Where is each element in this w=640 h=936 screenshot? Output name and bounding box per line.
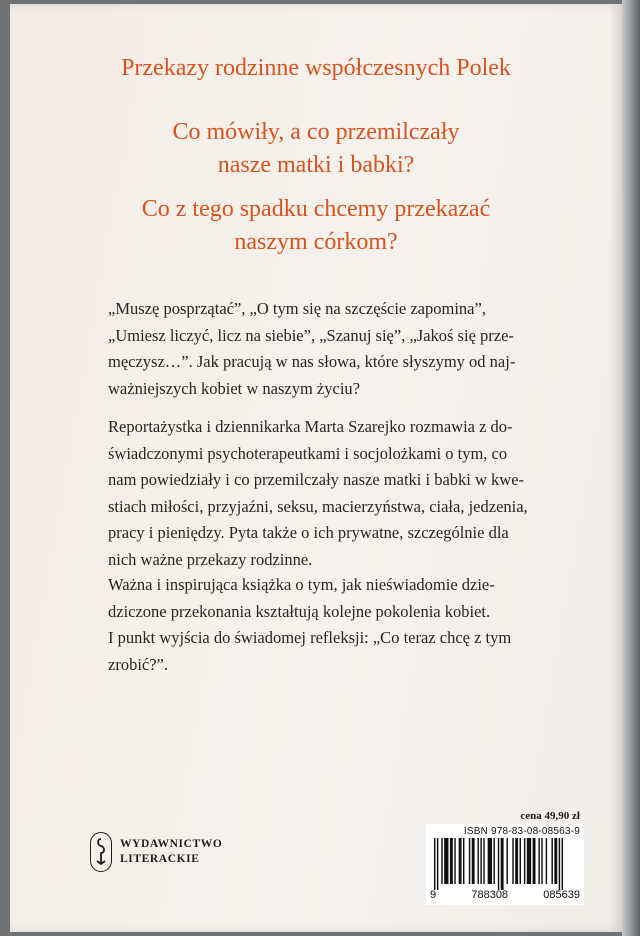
- headline-line: nasze matki i babki?: [217, 152, 415, 178]
- headline-question-2: [10, 193, 622, 259]
- text-line: I punkt wyjścia do świadomej refleksji: „Co teraz chcę z tym: [108, 628, 512, 647]
- barcode-digit-group: 085639: [543, 889, 580, 901]
- barcode-bar: [483, 838, 484, 884]
- barcode-bar: [488, 838, 492, 884]
- barcode-bar: [546, 838, 547, 884]
- publisher-name: [120, 837, 222, 867]
- barcode-bar: [472, 838, 475, 884]
- barcode-bar: [444, 838, 448, 884]
- publisher-emblem-glyph: [94, 837, 108, 867]
- headline-subtitle: [10, 52, 622, 85]
- text-line: dziczone przekonania kształtują kolejne pokolenia kobiet.: [108, 601, 491, 621]
- book-back-cover: [10, 4, 622, 932]
- text-line: „Muszę posprzątać”, „O tym się na szczęście zapomina”,: [108, 299, 486, 318]
- barcode-bar: [551, 838, 552, 884]
- headline-line: Co z tego spadku chcemy przekazać: [141, 196, 491, 222]
- barcode-bar: [493, 838, 494, 884]
- barcode-bar: [498, 838, 499, 890]
- barcode-box: [426, 824, 584, 905]
- publisher-logo: [90, 832, 222, 872]
- barcode-bar: [434, 838, 435, 890]
- barcode-bar: [515, 838, 518, 884]
- publisher-name-line: LITERACKIE: [120, 853, 200, 865]
- barcode-bar: [441, 838, 442, 884]
- barcode-bar: [469, 838, 470, 884]
- publisher-emblem-icon: [90, 832, 112, 872]
- barcode-bar: [520, 838, 521, 884]
- text-line: nich ważne przekazy rodzinne.: [108, 549, 313, 569]
- barcode-bar: [524, 838, 525, 884]
- barcode-bars: [430, 838, 580, 890]
- barcode-digit-group: 9: [430, 889, 437, 901]
- barcode-digit-group: 788308: [471, 889, 509, 901]
- text-line: „Umiesz liczyć, licz na siebie”, „Szanuj się”, „Jakoś się prze-: [108, 325, 514, 345]
- publisher-name-line: WYDAWNICTWO: [120, 838, 223, 850]
- text-line: stiach miłości, przyjaźni, seksu, macierzyństwa, ciała, jedzenia,: [108, 496, 528, 516]
- barcode-bar: [562, 838, 563, 890]
- barcode-bar: [538, 838, 539, 884]
- barcode-bar: [501, 838, 504, 890]
- barcode-bar: [559, 838, 560, 890]
- text-line: ważniejszych kobiet w naszym życiu?: [108, 378, 360, 398]
- headline-line: naszym córkom?: [234, 229, 398, 255]
- text-line: świadczonymi psychoterapeutkami i socjolożkami o tym, co: [108, 443, 508, 463]
- text-line: zrobić?”.: [108, 654, 168, 674]
- barcode-bar: [480, 838, 481, 884]
- price-label: cena 49,90 zł: [520, 810, 580, 822]
- barcode-bar: [459, 838, 462, 884]
- barcode-bar: [437, 838, 438, 890]
- blurb-paragraph-1: [108, 296, 570, 402]
- barcode-bar: [463, 838, 464, 884]
- barcode-bar: [512, 838, 513, 884]
- barcode-bar: [450, 838, 453, 884]
- headline-line: Co mówiły, a co przemilczały: [172, 119, 460, 145]
- text-line: Ważna i inspirująca książka o tym, jak nieświadomie dzie-: [108, 575, 495, 594]
- blurb-paragraph-2: [108, 414, 570, 573]
- headline-line: Przekazy rodzinne współczesnych Polek: [121, 55, 511, 81]
- text-line: męczysz…”. Jak pracują w nas słowa, które słyszymy od naj-: [108, 352, 516, 371]
- isbn-number: ISBN 978-83-08-08563-9: [463, 826, 580, 837]
- barcode-bar: [533, 838, 536, 884]
- text-line: pracy i pieniędzy. Pyta także o ich prywatne, szczególnie dla: [108, 523, 509, 542]
- barcode-bar: [507, 838, 508, 884]
- headline-question-1: [10, 116, 622, 182]
- barcode-block: [426, 810, 584, 905]
- barcode-bar: [454, 838, 455, 884]
- barcode-bar: [554, 838, 557, 884]
- barcode-digits: [430, 889, 580, 901]
- text-line: Reportażystka i dziennikarka Marta Szarejko rozmawia z do-: [108, 417, 513, 436]
- barcode-bar: [478, 838, 479, 884]
- page-edge-shadow: [622, 0, 640, 936]
- text-line: nam powiedziały i co przemilczały nasze matki i babki w kwe-: [108, 470, 525, 489]
- blurb-paragraph-3: [108, 572, 570, 678]
- barcode-bar: [527, 838, 531, 884]
- barcode-bar: [541, 838, 542, 884]
